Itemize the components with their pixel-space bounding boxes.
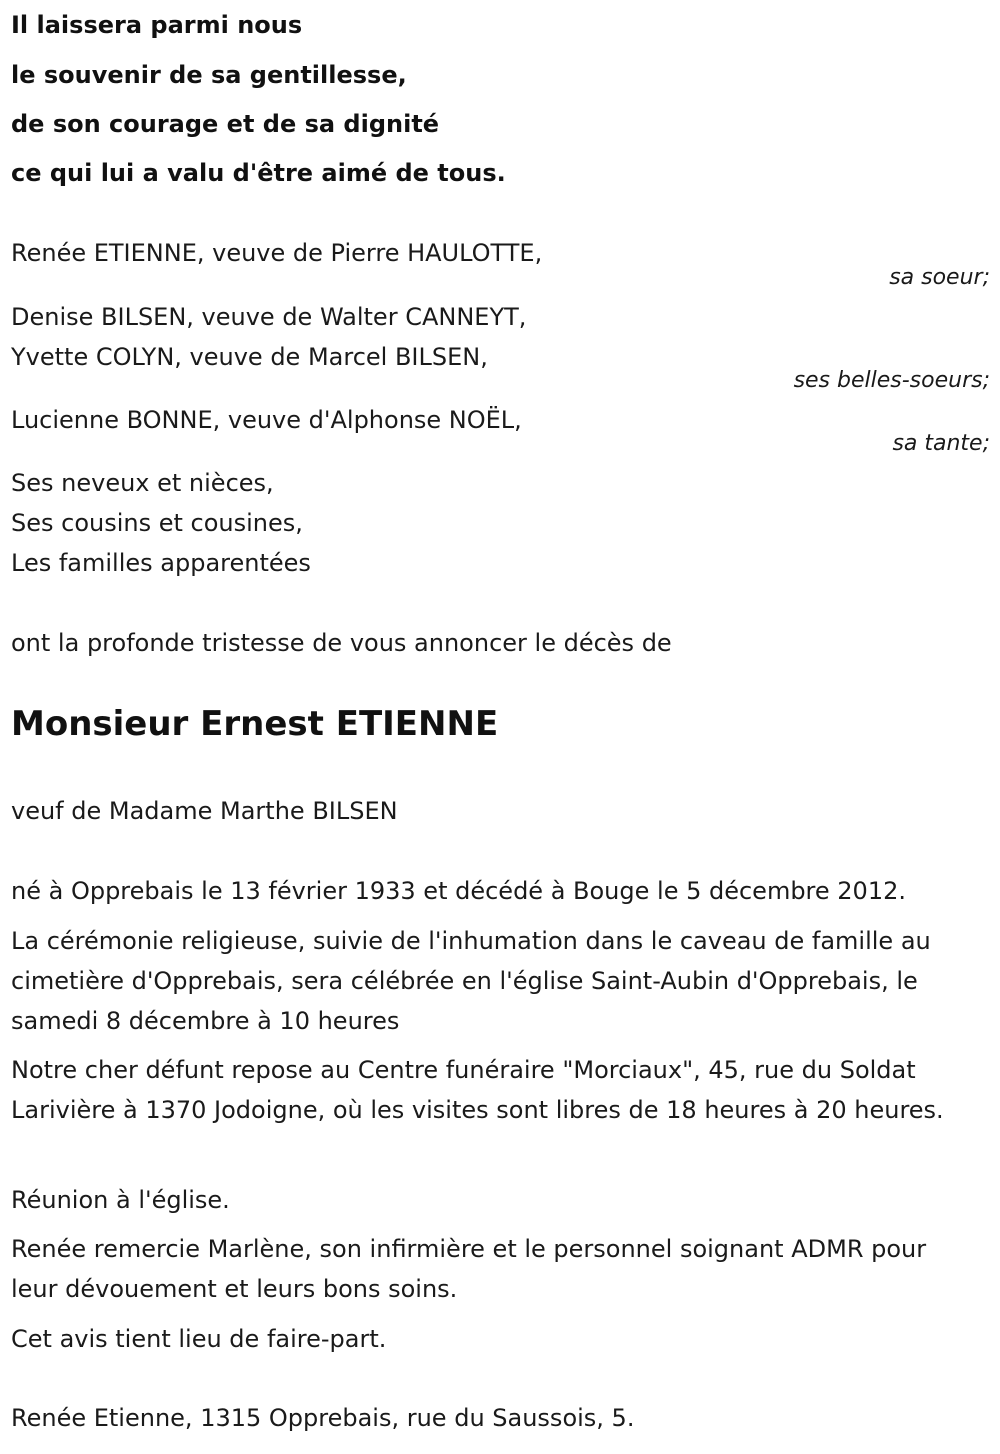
family-aunt: Lucienne BONNE, veuve d'Alphonse NOËL, [11,406,522,434]
epitaph-line-2: le souvenir de sa gentillesse, [11,61,407,89]
contact: Renée Etienne, 1315 Opprebais, rue du Saussois, 5. [11,1404,635,1432]
epitaph-line-3: de son courage et de sa dignité [11,110,440,138]
family-sister-in-law-2: Yvette COLYN, veuve de Marcel BILSEN, [11,343,488,371]
family-related: Les familles apparentées [11,549,311,577]
family-nephews-nieces: Ses neveux et nièces, [11,469,274,497]
thanks-paragraph: Renée remercie Marlène, son infirmière et le personnel soignant ADMR pour leur dévouement et leurs bons soins. [11,1235,927,1303]
reunion: Réunion à l'église. [11,1186,230,1214]
announcement: ont la profonde tristesse de vous annoncer le décès de [11,629,672,657]
notice: Cet avis tient lieu de faire-part. [11,1325,387,1353]
birth-death: né à Opprebais le 13 février 1933 et décédé à Bouge le 5 décembre 2012. [11,877,906,905]
epitaph-line-4: ce qui lui a valu d'être aimé de tous. [11,159,506,187]
repose-paragraph: Notre cher défunt repose au Centre funéraire "Morciaux", 45, rue du Soldat Larivière à 1370 Jodoigne, où les visites sont libres de 18 heures à 20 heures. [11,1056,944,1124]
relation-sisters-in-law: ses belles-soeurs; [793,368,990,393]
deceased-name: Monsieur Ernest ETIENNE [11,704,499,744]
family-sister-in-law-1: Denise BILSEN, veuve de Walter CANNEYT, [11,303,527,331]
family-sister: Renée ETIENNE, veuve de Pierre HAULOTTE, [11,239,543,267]
ceremony-paragraph: La cérémonie religieuse, suivie de l'inhumation dans le caveau de famille au cimetière d'Opprebais, sera célébrée en l'église Saint-Aubin d'Opprebais, le samedi 8 décembre à 10 heures [11,927,931,1035]
epitaph-line-1: Il laissera parmi nous [11,11,303,39]
relation-aunt: sa tante; [892,431,990,456]
relation-sister: sa soeur; [889,265,990,290]
widower-of: veuf de Madame Marthe BILSEN [11,797,398,825]
family-cousins: Ses cousins et cousines, [11,509,303,537]
